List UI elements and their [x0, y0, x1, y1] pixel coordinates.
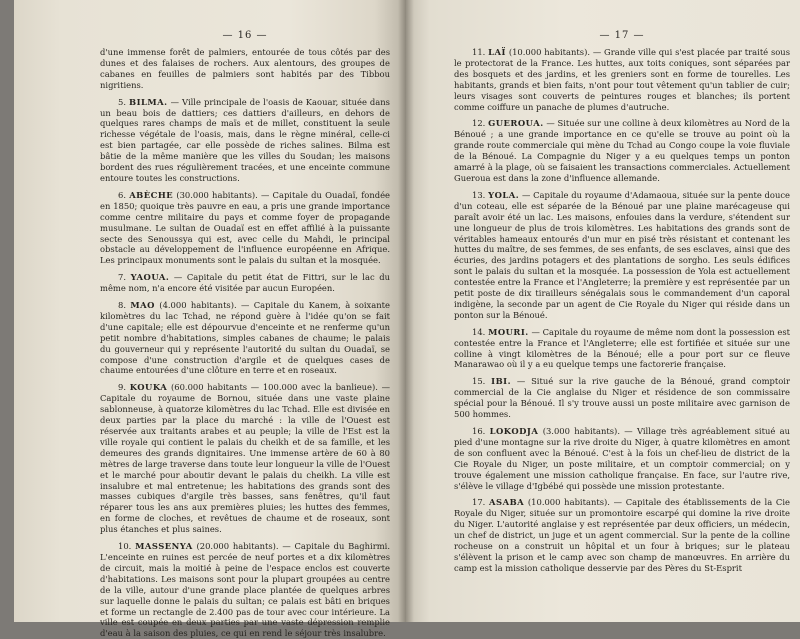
- entry-text: (3.000 habitants). — Village très agréablement situé au pied d'une montagne sur la rive droite du Niger, à quatre kilomètres en amont de son confluent avec la Bénoué. C'est à la fois un chef-lieu de district de la Cie Royale du Niger, un poste militaire, et un comptoir commercial; on y trouve également une mission catholique française. En face, sur l'autre rive, s'élève le village d'Igbébé qui possède une mission protestante.: [454, 426, 790, 491]
- entry-text: (10.000 habitants). — Capitale des établissements de la Cie Royale du Niger, située sur un promontoire escarpé qui domine la rive droite du Niger. L'autorité anglaise y est représentée par deux officiers, un médecin, un chef de district, un juge et un agent commercial. Sur la pente de la colline rocheuse on a construit un hôpital et un four à briques; sur le plateau s'élèvent la prison et le camp avec son champ de manœuvres. En arrière du camp est la mission catholique desservie par des Pères du St-Esprit: [454, 497, 790, 573]
- entry-abeche: [100, 190, 390, 266]
- entry-number: 10.: [118, 541, 132, 552]
- entry-lokodja: [454, 426, 790, 491]
- entry-yola: [454, 190, 790, 321]
- entry-text: — Située sur une colline à deux kilomètres au Nord de la Bénoué ; a une grande importance en ce qu'elle se trouve au point où la grande route commerciale qui mène du Tchad au Congo coupe la voie fluviale de la Bénoué. La Compagnie du Niger y a eu quelques temps un ponton amarré à la plage, où se faisaient les transactions commerciales. Actuellement Gueroua est dans la zone d'influence allemande.: [454, 118, 790, 183]
- place-name: MAO: [130, 300, 155, 311]
- entry-text: (30.000 habitants). — Capitale du Ouadaï, fondée en 1850; quoique très pauvre en eau, a pris une grande importance comme centre militaire du pays et comme foyer de propagande musulmane. Le sultan de Ouadaï est en effet affilié à la puissante secte des Senoussya qui est, avec celle du Mahdi, le principal obstacle au développement de l'influence européenne en Afrique. Les principaux monuments sont le palais du sultan et la mosquée.: [100, 189, 391, 266]
- right-page: [406, 0, 800, 622]
- entry-text: (4.000 habitants). — Capitale du Kanem, à soixante kilomètres du lac Tchad, ne répond guère à l'idée qu'on se fait d'une capitale; elle est dépourvue d'enceinte et ne renferme qu'un petit nombre d'habitations, simples cabanes de chaume; le palais du gouverneur qui y représente l'autorité du sultan du Ouadaï, se compose d'une construction d'argile et de quelques cases de chaume entourées d'une clôture en terre et en roseaux.: [100, 300, 390, 376]
- entry-text: d'une immense forêt de palmiers, entourée de tous côtés par des dunes et des falaises de rochers. Aux alentours, des groupes de cabanes en feuilles de palmiers sont habités par des Tibbou nigritiens.: [100, 47, 390, 90]
- entry-number: 5.: [118, 96, 126, 107]
- entry-text: (20.000 habitants). — Capitale du Baghirmi. L'enceinte en ruines est percée de neuf portes et a dix kilomètres de circuit, mais la moitié à peine de l'espace enclos est couverte d'habitations. Les maisons sont pour la plupart groupées au centre de la ville, autour d'une grande place plantée de quelques arbres sur laquelle donne le palais du sultan; ce palais est bâti en briques et forme un rectangle de 2.400 pas de tour avec cour intérieure. La ville est coupée en deux parties par une vaste dépression remplie d'eau à la saison des pluies, ce qui en rend le séjour très insalubre.: [100, 541, 390, 639]
- entry-number: 17.: [472, 497, 486, 508]
- entry-number: 15.: [472, 376, 486, 387]
- entry-text: (60.000 habitants — 100.000 avec la banlieue). — Capitale du royaume de Bornou, située dans une vaste plaine sablonneuse, à quatorze kilomètres du lac Tchad. Elle est divisée en deux parties par la place du marché : la ville de l'Ouest est réservée aux traitants arabes et au peuple; la ville de l'Est est la ville royale qui contient le palais du cheikh et de sa famille, et les demeures des grands dignitaires. Une immense artère de 60 à 80 mètres de large traverse dans toute leur longueur la ville de l'Ouest et le marché pour aboutir devant le palais du cheikh. La ville est insalubre et mal entretenue; les habitations des grands sont des masses cubiques d'argile très basses, sans fenêtres, qu'il faut réparer tous les ans aux premières pluies; les huttes des femmes, en forme de cloches, et revêtues de chaume et de roseaux, sont plus étanches et plus saines.: [100, 382, 390, 535]
- entry-number: 7.: [118, 272, 126, 283]
- entry-text: (10.000 habitants). — Grande ville qui s'est placée par traité sous le protectorat de la France. Les huttes, aux toits coniques, sont séparées par des bosquets et des jardins, et les greniers sont en forme de tourelles. Les habitants, grands et bien faits, n'ont pour tout vêtement qu'un tablier de cuir; leurs visages sont couverts de peintures rouges et blanches; ils portent comme coiffure un panache de plumes d'autruche.: [454, 47, 790, 112]
- place-name: YOLA.: [488, 189, 520, 200]
- entry-text: — Capitale du royaume d'Adamaoua, située sur la pente douce d'un coteau, elle est séparée de la Bénoué par une plaine marécageuse qui paraît avoir été un lac. Les maisons, enfouies dans la verdure, s'étendent sur une longueur de plus de trois kilomètres. Les habitations des grands sont de véritables hameaux entourés d'un mur en pisé très résistant et contenant les huttes du maître, de ses femmes, de ses enfants, de ses esclaves, ainsi que des écuries, des jardins potagers et des plantations de sorgho. Les seuls édifices sont le palais du sultan et la mosquée. La possession de Yola est actuellement contestée entre la France et l'Angleterre; la première y est représentée par un petit poste de dix tirailleurs sénégalais sous le commandement d'un caporal indigène, la seconde par un agent de Cie Royale du Niger qui réside dans un ponton sur la Bénoué.: [454, 189, 790, 320]
- entry-text: — Capitale du royaume de même nom dont la possession est contestée entre la France et l'Angleterre; elle est fortifiée et située sur une colline à vingt kilomètres de la Bénoué; elle a pour port sur ce fleuve Manarawao où il y a eu quelque temps une factorerie française.: [454, 326, 790, 370]
- page-number-left: — 16 —: [222, 30, 268, 41]
- entry-text: — Situé sur la rive gauche de la Bénoué, grand comptoir commercial de la Cie anglaise du Niger et résidence de son commissaire spécial pour la Bénoué. Il s'y trouve aussi un poste militaire avec garnison de 500 hommes.: [454, 376, 790, 420]
- place-name: MOURI.: [488, 326, 529, 337]
- book-gutter-shadow: [398, 0, 414, 622]
- entry-number: 12.: [472, 118, 486, 129]
- place-name: YAOUA.: [130, 272, 170, 283]
- entry-number: 13.: [472, 189, 486, 200]
- entry-number: 14.: [472, 326, 486, 337]
- entry-text: — Capitale du petit état de Fittri, sur le lac du même nom, n'a encore été visitée par aucun Européen.: [100, 272, 390, 294]
- place-name: LAÏ: [488, 47, 506, 57]
- entry-number: 8.: [118, 300, 126, 311]
- entry-number: 11.: [472, 47, 486, 57]
- place-name: LOKODJA: [489, 426, 539, 436]
- entry-number: 16.: [472, 426, 486, 436]
- place-name: GUEROUA.: [488, 118, 544, 129]
- page-number-right: — 17 —: [599, 30, 645, 41]
- entry-massenya: [100, 541, 390, 639]
- entry-asaba: [454, 497, 790, 573]
- entry-mouri: [454, 327, 790, 371]
- entry-continuation: [100, 47, 390, 91]
- place-name: MASSENYA: [135, 541, 193, 552]
- left-page: [14, 0, 406, 639]
- place-name: KOUKA: [129, 382, 168, 393]
- entry-kouka: [100, 382, 390, 535]
- entry-text: — Ville principale de l'oasis de Kaouar, située dans un beau bois de dattiers; ces dattiers d'ailleurs, en dehors de quelques rares champs de maïs et de millet, constituent la seule richesse végétale de l'oasis, mais, dans le règne minéral, celle-ci est bien partagée, car elle possède de riches salines. Bilma est bâtie de la même manière que les villes du Soudan; les maisons bordent des rues régulièrement tracées, et une enceinte commune entoure toutes les constructions.: [100, 96, 390, 183]
- entry-number: 9.: [118, 382, 126, 393]
- entry-lai: [454, 47, 790, 112]
- place-name: ABÈCHE: [129, 189, 174, 200]
- entry-number: 6.: [118, 189, 126, 200]
- entry-bilma: [100, 97, 390, 184]
- entry-yaoua: [100, 272, 390, 294]
- entry-gueroua: [454, 118, 790, 183]
- place-name: ASABA: [489, 497, 525, 508]
- entry-mao: [100, 300, 390, 376]
- entry-ibi: [454, 376, 790, 420]
- place-name: BILMA.: [129, 96, 168, 107]
- place-name: IBI.: [491, 376, 512, 387]
